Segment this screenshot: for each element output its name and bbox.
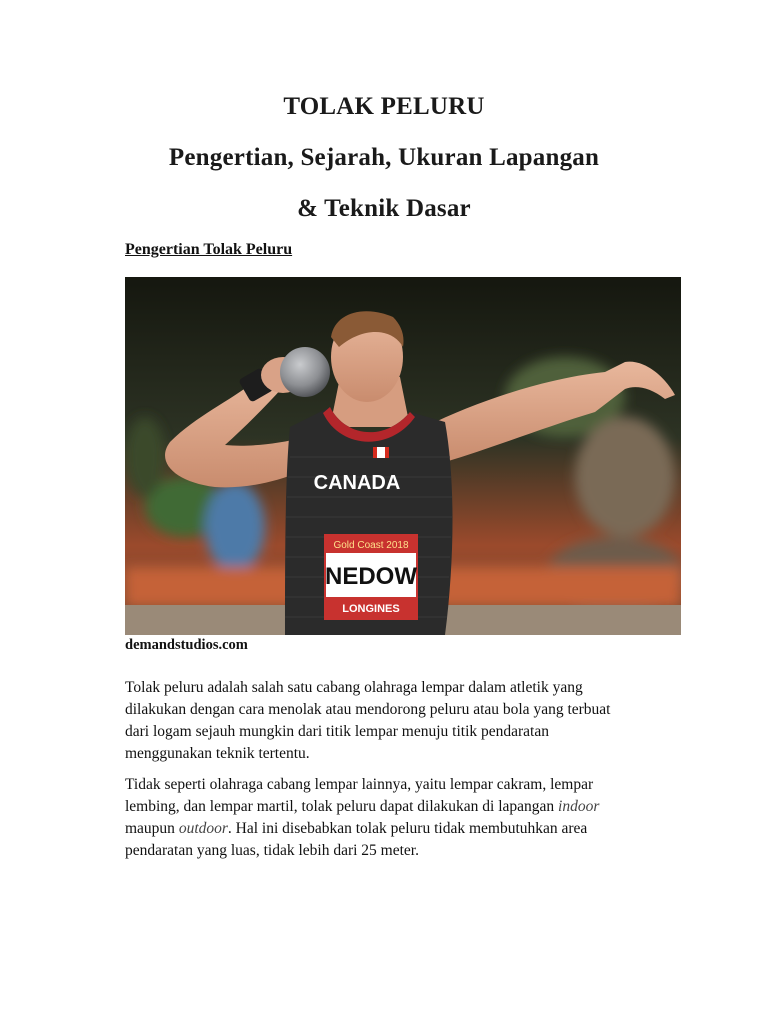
paragraph-line: menggunakan teknik tertentu. — [125, 745, 310, 762]
italic-term-outdoor: outdoor — [178, 820, 228, 837]
paragraph-text: lembing, dan lempar martil, tolak peluru dapat dilakukan di lapangan — [125, 798, 559, 815]
italic-term-indoor: indoor — [558, 798, 600, 815]
photo-caption: demandstudios.com — [125, 637, 248, 653]
paragraph-line: dari logam sejauh mungkin dari titik lempar menuju titik pendaratan — [125, 723, 549, 740]
section-heading: Pengertian Tolak Peluru — [125, 241, 293, 258]
paragraph-line — [125, 796, 685, 818]
bib-sponsor: LONGINES — [342, 603, 400, 615]
paragraph-line: pendaratan yang luas, tidak lebih dari 25 meter. — [125, 842, 419, 859]
paragraph-text: . Hal ini disebabkan tolak peluru tidak membutuhkan area — [227, 820, 588, 837]
paragraph-line: dilakukan dengan cara menolak atau mendorong peluru atau bola yang terbuat — [125, 701, 611, 718]
document-title: TOLAK PELURU — [283, 93, 485, 120]
paragraph-line: Tidak seperti olahraga cabang lempar lainnya, yaitu lempar cakram, lempar — [125, 776, 594, 793]
shot-put-ball — [280, 347, 330, 397]
paragraph-comparison — [125, 774, 685, 862]
paragraph-definition — [125, 677, 685, 765]
race-bib — [325, 535, 417, 619]
athlete-photo — [125, 277, 681, 635]
bib-name: NEDOW — [325, 563, 417, 590]
document-subtitle-continued: & Teknik Dasar — [297, 195, 471, 222]
paragraph-text: maupun — [125, 820, 179, 837]
paragraph-line — [125, 818, 685, 840]
athlete-photo-illustration — [125, 277, 681, 635]
document-subtitle: Pengertian, Sejarah, Ukuran Lapangan — [168, 144, 600, 171]
paragraph-line: Tolak peluru adalah salah satu cabang olahraga lempar dalam atletik yang — [125, 679, 583, 696]
bib-event: Gold Coast 2018 — [333, 540, 409, 551]
jersey-text: CANADA — [313, 472, 401, 494]
